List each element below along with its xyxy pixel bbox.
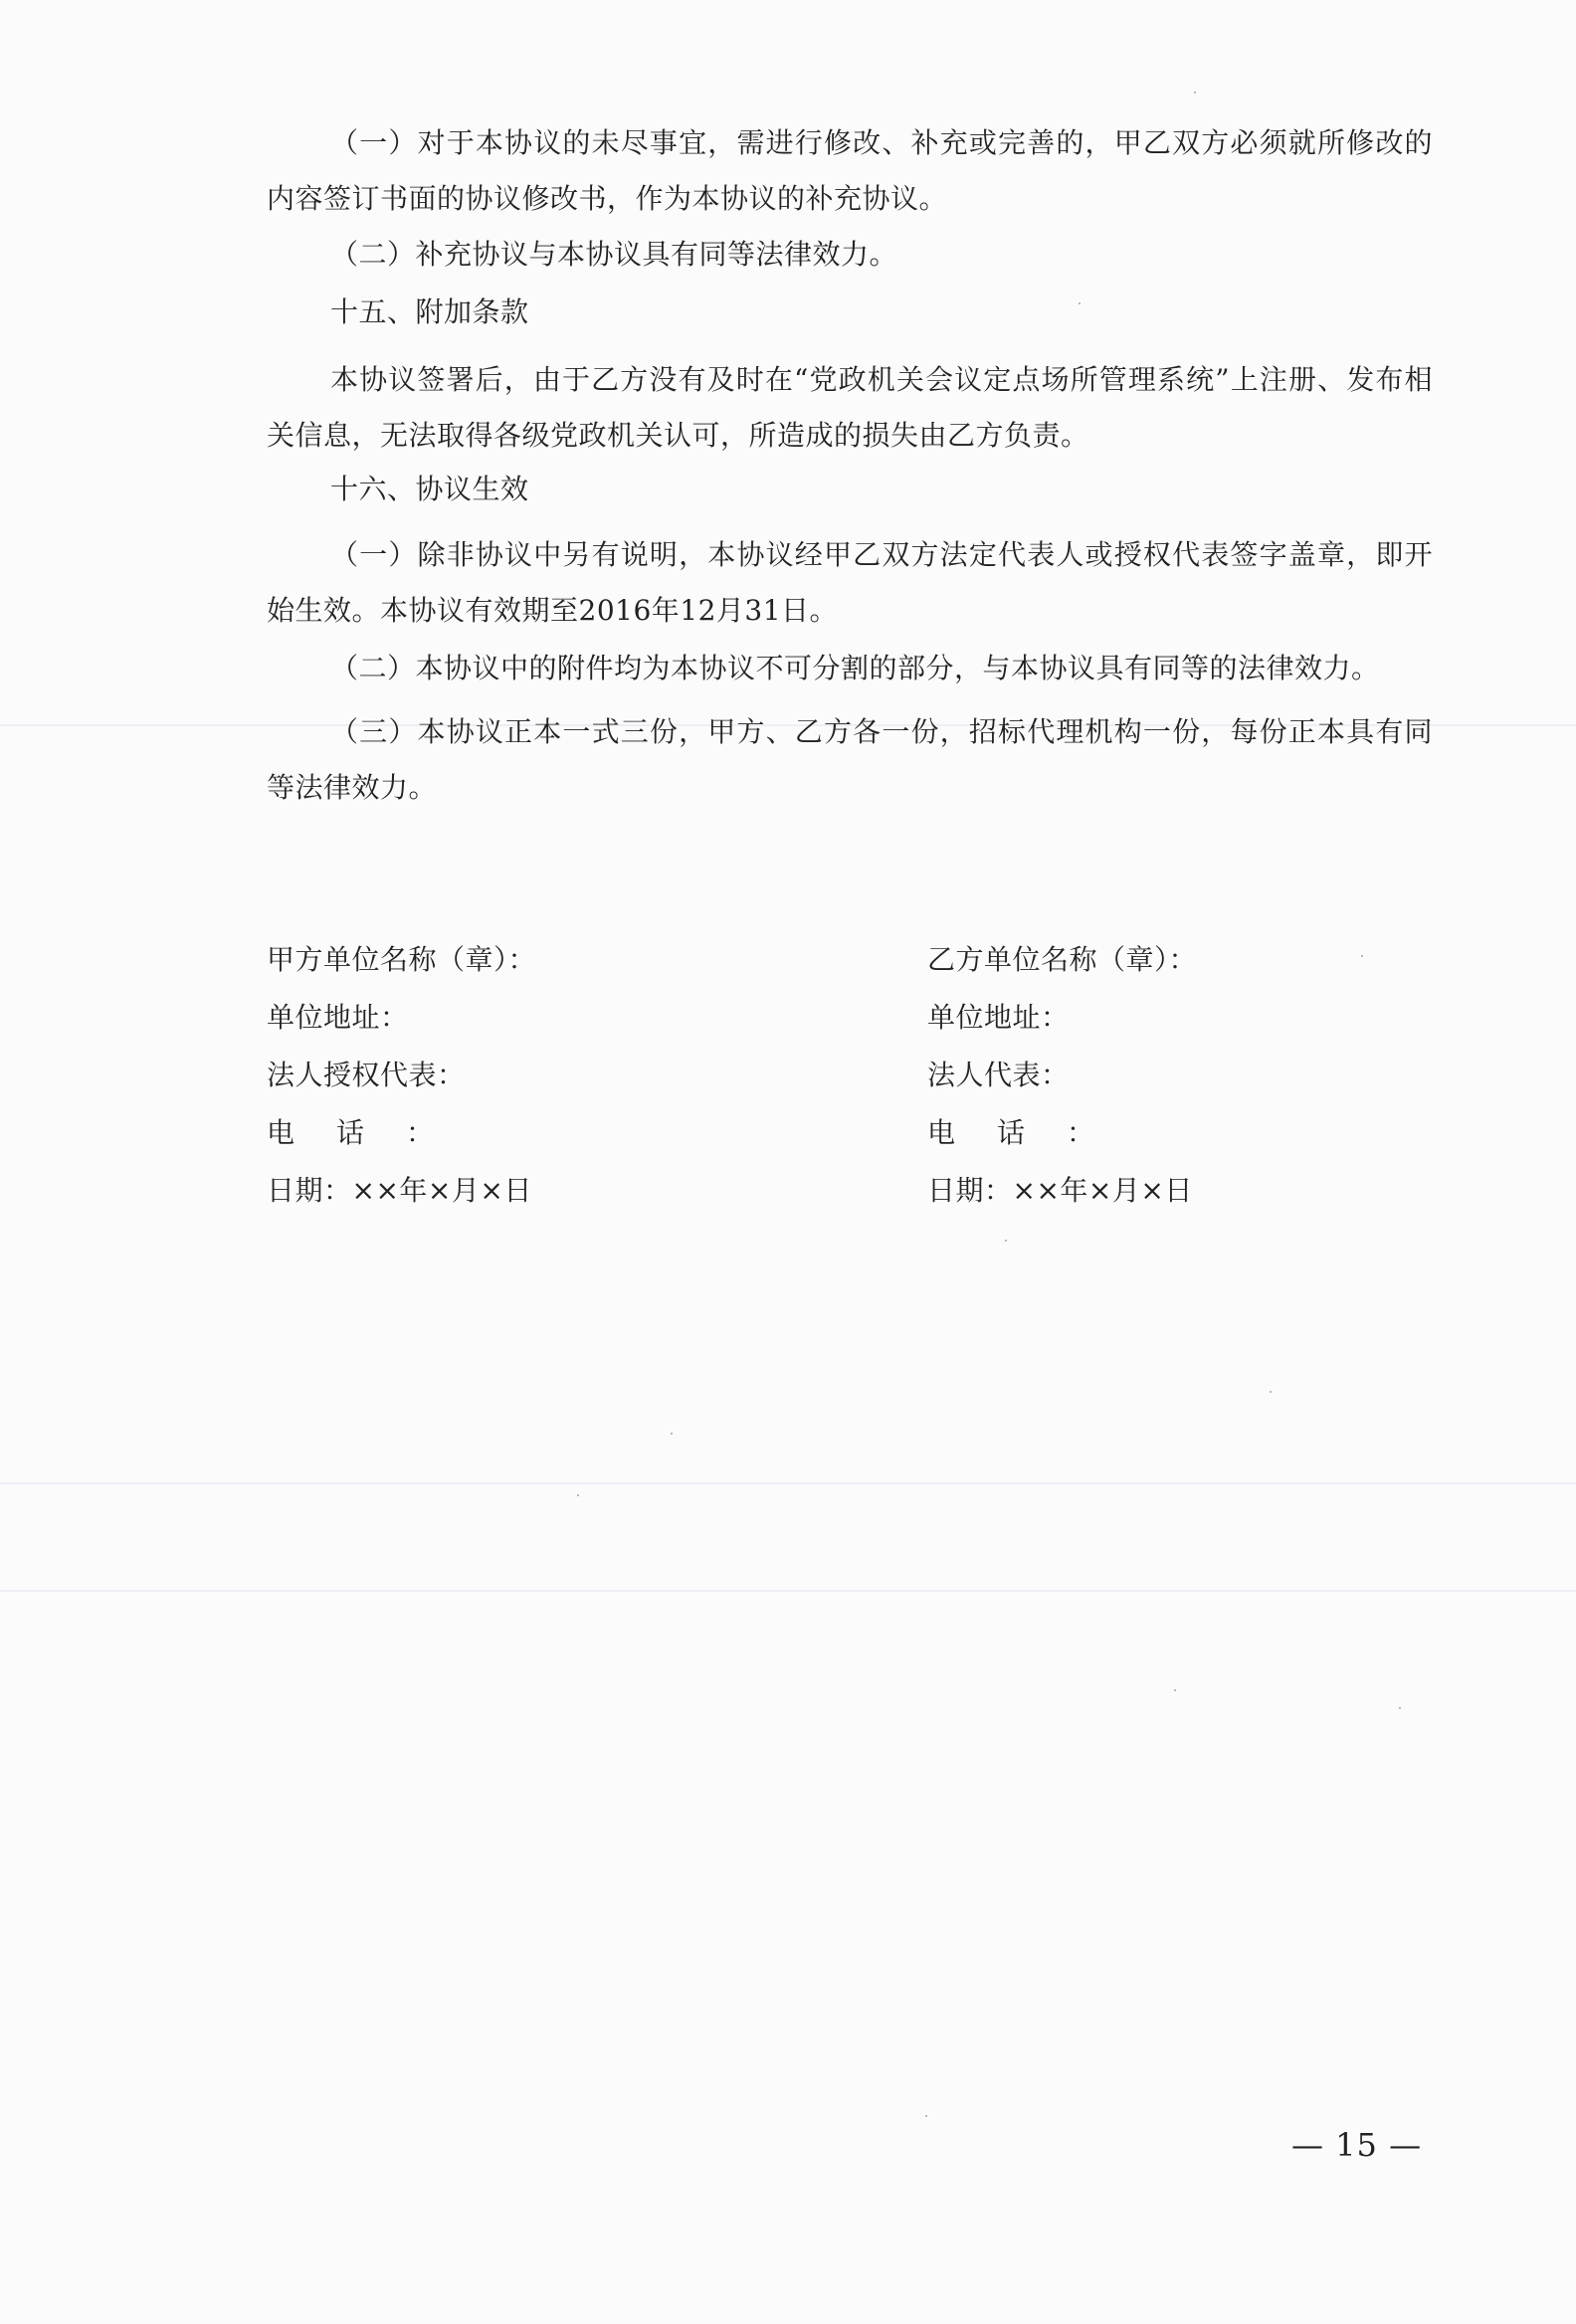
scan-speck: [1005, 1240, 1007, 1242]
party-b-phone-label: 电话：: [927, 1116, 1137, 1149]
party-a-representative-label: 法人授权代表：: [267, 1059, 466, 1091]
scan-speck: [1270, 1391, 1272, 1393]
clause-16-2-paragraph: （二）本协议中的附件均为本协议不可分割的部分，与本协议具有同等的法律效力。: [330, 652, 1380, 684]
party-a-name-label: 甲方单位名称（章）：: [267, 943, 537, 976]
clause-16-1-paragraph: （一）除非协议中另有说明，本协议经甲乙双方法定代表人或授权代表签字盖章，即开始生效。本协议有效期至2016年12月31日。: [267, 538, 1433, 627]
scan-speck: [577, 1494, 579, 1496]
scan-speck: [1399, 1707, 1401, 1709]
clause-16-3-paragraph: （三）本协议正本一式三份，甲方、乙方各一份，招标代理机构一份，每份正本具有同等法律效力。: [267, 715, 1433, 804]
clause-14-1-paragraph: （一）对于本协议的未尽事宜，需进行修改、补充或完善的，甲乙双方必须就所修改的内容签订书面的协议修改书，作为本协议的补充协议。: [267, 126, 1433, 215]
page-number: — 15 —: [1291, 2126, 1423, 2164]
scan-speck: [671, 1433, 673, 1435]
scan-artifact-line: [0, 1590, 1576, 1592]
party-a-address-label: 单位地址：: [267, 1001, 409, 1034]
scan-speck: [1174, 1689, 1176, 1691]
clause-14-2-paragraph: （二）补充协议与本协议具有同等法律效力。: [330, 238, 898, 271]
scan-speck: [925, 2115, 927, 2117]
clause-15-paragraph: 本协议签署后，由于乙方没有及时在“党政机关会议定点场所管理系统”上注册、发布相关信息，无法取得各级党政机关认可，所造成的损失由乙方负责。: [267, 363, 1433, 452]
party-b-representative-label: 法人代表：: [927, 1059, 1070, 1091]
party-b-address-label: 单位地址：: [927, 1001, 1070, 1034]
party-b-date-label: 日期：××年×月×日: [927, 1174, 1193, 1207]
party-b-name-label: 乙方单位名称（章）：: [927, 943, 1198, 976]
scan-speck: [1194, 92, 1196, 94]
scan-speck: [1079, 302, 1081, 304]
party-a-date-label: 日期：××年×月×日: [267, 1174, 532, 1207]
section-heading-16: 十六、协议生效: [330, 473, 529, 505]
party-a-phone-label: 电话：: [267, 1116, 477, 1149]
section-heading-15: 十五、附加条款: [330, 295, 529, 328]
party-b-signature-block: [927, 931, 1445, 1220]
party-a-signature-block: [267, 931, 784, 1220]
scan-artifact-line: [0, 1482, 1576, 1484]
